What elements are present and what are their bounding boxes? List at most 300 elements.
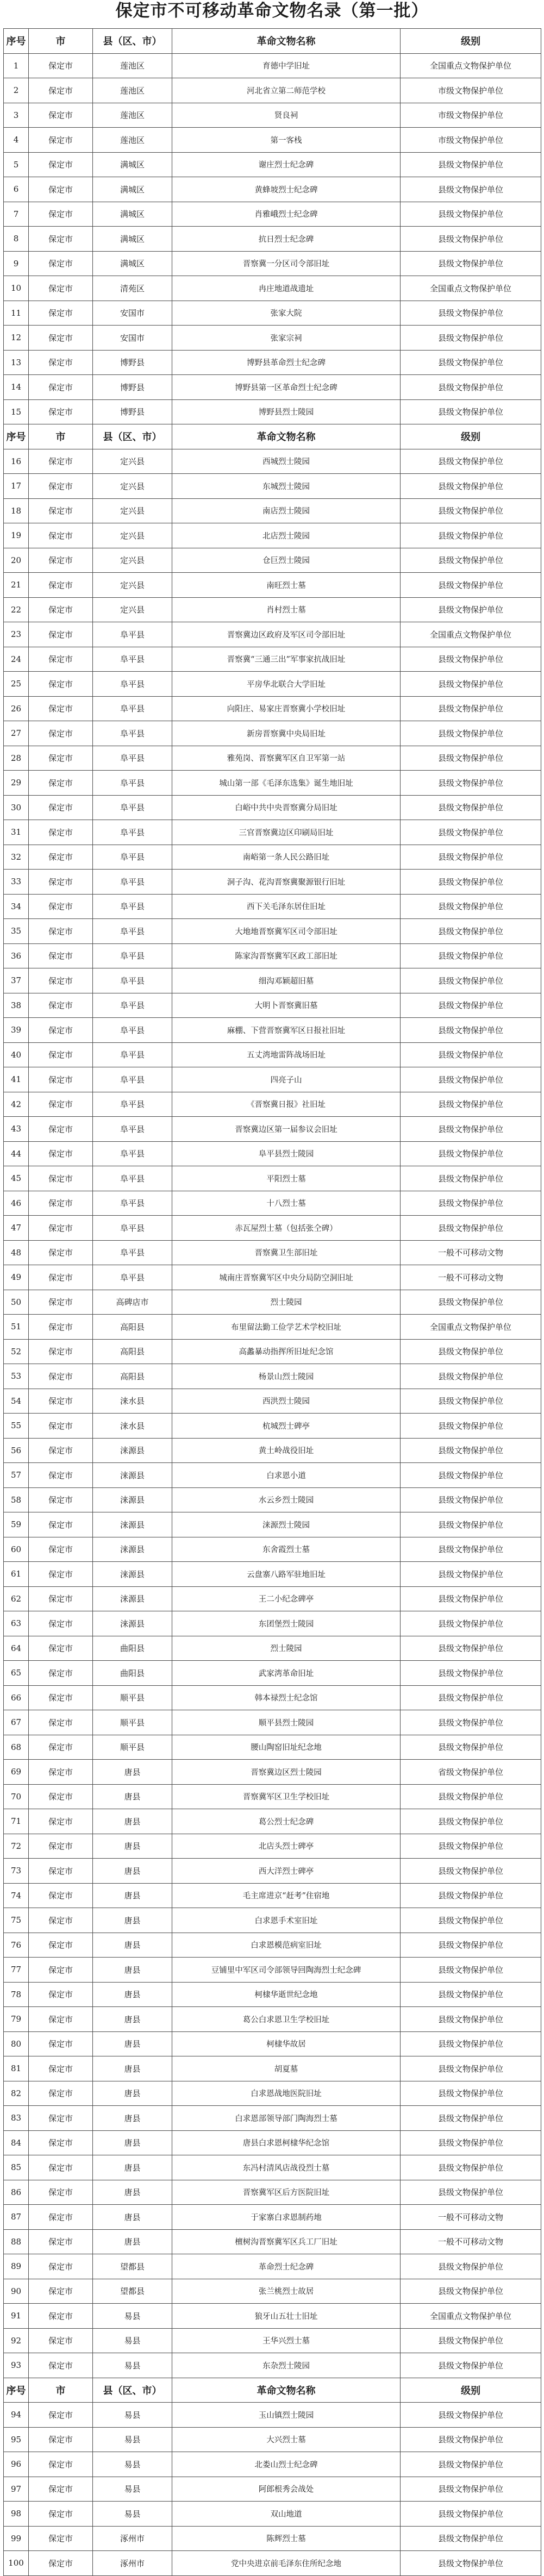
cell-col-level: 县级文物保护单位 — [401, 474, 541, 499]
cell-col-index: 87 — [4, 2205, 29, 2230]
cell-col-level: 全国重点文物保护单位 — [401, 276, 541, 301]
cell-col-level: 县级文物保护单位 — [401, 2452, 541, 2477]
table-row — [4, 2155, 541, 2180]
cell-col-county: 满城区 — [93, 202, 172, 227]
cell-col-city: 保定市 — [29, 622, 93, 647]
cell-col-level: 县级文物保护单位 — [401, 845, 541, 870]
cell-col-city: 保定市 — [29, 523, 93, 548]
cell-col-name: 云盘寨八路军驻地旧址 — [172, 1562, 401, 1587]
cell-col-name: 晋察冀一分区司令部旧址 — [172, 251, 401, 276]
cell-col-name: 仓巨烈士陵园 — [172, 548, 401, 573]
table-row — [4, 2254, 541, 2279]
table-row — [4, 177, 541, 202]
cell-col-index: 67 — [4, 1710, 29, 1735]
cell-col-city: 保定市 — [29, 672, 93, 697]
header-col-city: 市 — [29, 29, 93, 54]
cell-col-county: 阜平县 — [93, 622, 172, 647]
table-row — [4, 573, 541, 598]
cell-col-county: 定兴县 — [93, 523, 172, 548]
cell-col-city: 保定市 — [29, 696, 93, 721]
cell-col-county: 唐县 — [93, 1834, 172, 1859]
table-row — [4, 1265, 541, 1290]
cell-col-county: 易县 — [93, 2427, 172, 2452]
cell-col-index: 43 — [4, 1117, 29, 1142]
cell-col-level: 县级文物保护单位 — [401, 894, 541, 919]
cell-col-name: 烈士陵园 — [172, 1636, 401, 1661]
cell-col-name: 革命烈士纪念碑 — [172, 2254, 401, 2279]
cell-col-city: 保定市 — [29, 2403, 93, 2428]
cell-col-city: 保定市 — [29, 152, 93, 177]
cell-col-city: 保定市 — [29, 128, 93, 153]
table-row — [4, 2081, 541, 2106]
table-row — [4, 2502, 541, 2527]
cell-col-county: 唐县 — [93, 1859, 172, 1884]
cell-col-county: 阜平县 — [93, 1092, 172, 1117]
cell-col-index: 7 — [4, 202, 29, 227]
table-row — [4, 746, 541, 771]
cell-col-index: 57 — [4, 1463, 29, 1488]
cell-col-county: 易县 — [93, 2328, 172, 2353]
cell-col-name: 大兴烈士墓 — [172, 2427, 401, 2452]
cell-col-name: 唐县白求恩柯棣华纪念馆 — [172, 2130, 401, 2155]
cell-col-county: 阜平县 — [93, 696, 172, 721]
cell-col-name: 细沟邓颖超旧墓 — [172, 968, 401, 993]
cell-col-level: 县级文物保护单位 — [401, 1735, 541, 1760]
table-row — [4, 498, 541, 523]
cell-col-county: 阜平县 — [93, 1265, 172, 1290]
cell-col-city: 保定市 — [29, 894, 93, 919]
cell-col-city: 保定市 — [29, 1958, 93, 1983]
table-row — [4, 1389, 541, 1414]
table-row — [4, 1537, 541, 1562]
cell-col-level: 县级文物保护单位 — [401, 968, 541, 993]
cell-col-level: 县级文物保护单位 — [401, 1414, 541, 1439]
table-row — [4, 820, 541, 845]
cell-col-level: 县级文物保护单位 — [401, 597, 541, 622]
cell-col-name: 高蠡暴动指挥所旧址纪念馆 — [172, 1339, 401, 1364]
table-row — [4, 301, 541, 326]
cell-col-level: 县级文物保护单位 — [401, 152, 541, 177]
header-col-city: 市 — [29, 2378, 93, 2403]
table-row — [4, 672, 541, 697]
cell-col-city: 保定市 — [29, 1339, 93, 1364]
table-row — [4, 152, 541, 177]
cell-col-name: 平房华北联合大学旧址 — [172, 672, 401, 697]
cell-col-county: 阜平县 — [93, 1191, 172, 1216]
cell-col-city: 保定市 — [29, 1463, 93, 1488]
cell-col-level: 县级文物保护单位 — [401, 1908, 541, 1933]
cell-col-city: 保定市 — [29, 2526, 93, 2551]
cell-col-index: 77 — [4, 1958, 29, 1983]
cell-col-county: 定兴县 — [93, 548, 172, 573]
cell-col-name: 北店头烈士碑亭 — [172, 1834, 401, 1859]
cell-col-county: 阜平县 — [93, 721, 172, 746]
cell-col-index: 18 — [4, 498, 29, 523]
cell-col-index: 65 — [4, 1661, 29, 1686]
cell-col-county: 满城区 — [93, 177, 172, 202]
cell-col-level: 县级文物保护单位 — [401, 548, 541, 573]
table-row — [4, 1166, 541, 1191]
table-row — [4, 1562, 541, 1587]
cell-col-level: 县级文物保护单位 — [401, 251, 541, 276]
cell-col-index: 59 — [4, 1512, 29, 1537]
cell-col-level: 全国重点文物保护单位 — [401, 1315, 541, 1340]
cell-col-index: 64 — [4, 1636, 29, 1661]
cell-col-index: 8 — [4, 227, 29, 252]
cell-col-county: 易县 — [93, 2304, 172, 2329]
cell-col-name: 平阳烈士墓 — [172, 1166, 401, 1191]
cell-col-city: 保定市 — [29, 2452, 93, 2477]
cell-col-level: 县级文物保护单位 — [401, 672, 541, 697]
cell-col-index: 69 — [4, 1760, 29, 1785]
cell-col-city: 保定市 — [29, 1636, 93, 1661]
table-row — [4, 1611, 541, 1636]
cell-col-level: 市级文物保护单位 — [401, 78, 541, 103]
cell-col-city: 保定市 — [29, 1735, 93, 1760]
table-row — [4, 721, 541, 746]
cell-col-name: 四亮子山 — [172, 1067, 401, 1092]
table-row — [4, 53, 541, 78]
cell-col-city: 保定市 — [29, 227, 93, 252]
cell-col-city: 保定市 — [29, 78, 93, 103]
cell-col-index: 52 — [4, 1339, 29, 1364]
cell-col-level: 县级文物保护单位 — [401, 1290, 541, 1315]
table-row — [4, 1067, 541, 1092]
cell-col-index: 81 — [4, 2056, 29, 2081]
cell-col-name: 北店烈士陵园 — [172, 523, 401, 548]
cell-col-level: 县级文物保护单位 — [401, 1117, 541, 1142]
cell-col-index: 14 — [4, 375, 29, 400]
cell-col-level: 县级文物保护单位 — [401, 2353, 541, 2378]
table-row — [4, 2130, 541, 2155]
cell-col-level: 县级文物保护单位 — [401, 2155, 541, 2180]
cell-col-county: 唐县 — [93, 1982, 172, 2007]
cell-col-city: 保定市 — [29, 1859, 93, 1884]
cell-col-county: 满城区 — [93, 251, 172, 276]
table-row — [4, 1859, 541, 1884]
cell-col-county: 阜平县 — [93, 1067, 172, 1092]
cell-col-level: 全国重点文物保护单位 — [401, 53, 541, 78]
cell-col-name: 白求恩手术室旧址 — [172, 1908, 401, 1933]
cell-col-index: 75 — [4, 1908, 29, 1933]
cell-col-index: 27 — [4, 721, 29, 746]
table-row — [4, 968, 541, 993]
cell-col-county: 阜平县 — [93, 795, 172, 820]
cell-col-index: 2 — [4, 78, 29, 103]
cell-col-name: 布里留法勤工俭学艺术学校旧址 — [172, 1315, 401, 1340]
cell-col-index: 62 — [4, 1586, 29, 1611]
cell-col-city: 保定市 — [29, 1141, 93, 1166]
cell-col-name: 毛主席进京“赶考”住宿地 — [172, 1883, 401, 1908]
table-row — [4, 1092, 541, 1117]
cell-col-city: 保定市 — [29, 647, 93, 672]
cell-col-index: 35 — [4, 919, 29, 944]
cell-col-city: 保定市 — [29, 350, 93, 375]
cell-col-level: 县级文物保护单位 — [401, 1166, 541, 1191]
cell-col-level: 县级文物保护单位 — [401, 301, 541, 326]
cell-col-county: 唐县 — [93, 1933, 172, 1958]
cell-col-index: 72 — [4, 1834, 29, 1859]
table-row — [4, 622, 541, 647]
cell-col-name: 黄土岭战役旧址 — [172, 1438, 401, 1463]
cell-col-county: 涞水县 — [93, 1414, 172, 1439]
cell-col-city: 保定市 — [29, 1982, 93, 2007]
cell-col-level: 县级文物保护单位 — [401, 795, 541, 820]
cell-col-name: 五丈湾地雷阵战场旧址 — [172, 1042, 401, 1067]
cell-col-level: 市级文物保护单位 — [401, 128, 541, 153]
cell-col-city: 保定市 — [29, 548, 93, 573]
table-row — [4, 523, 541, 548]
cell-col-level: 全国重点文物保护单位 — [401, 2304, 541, 2329]
table-row — [4, 227, 541, 252]
cell-col-name: 东舍霞烈士墓 — [172, 1537, 401, 1562]
cell-col-county: 曲阳县 — [93, 1636, 172, 1661]
cell-col-city: 保定市 — [29, 2106, 93, 2131]
cell-col-county: 安国市 — [93, 326, 172, 351]
cell-col-county: 阜平县 — [93, 1166, 172, 1191]
cell-col-index: 47 — [4, 1216, 29, 1241]
cell-col-index: 83 — [4, 2106, 29, 2131]
cell-col-name: 张家大院 — [172, 301, 401, 326]
cell-col-city: 保定市 — [29, 498, 93, 523]
table-row — [4, 919, 541, 944]
cell-col-city: 保定市 — [29, 1537, 93, 1562]
cell-col-index: 80 — [4, 2031, 29, 2056]
cell-col-index: 32 — [4, 845, 29, 870]
page-title: 保定市不可移动革命文物名录（第一批） — [115, 1, 429, 21]
cell-col-city: 保定市 — [29, 2304, 93, 2329]
cell-col-name: 顺平县烈士陵园 — [172, 1710, 401, 1735]
cell-col-county: 阜平县 — [93, 1117, 172, 1142]
cell-col-city: 保定市 — [29, 1389, 93, 1414]
table-row — [4, 1636, 541, 1661]
cell-col-city: 保定市 — [29, 103, 93, 128]
cell-col-index: 38 — [4, 993, 29, 1018]
cell-col-index: 12 — [4, 326, 29, 351]
header-col-name: 革命文物名称 — [172, 29, 401, 54]
cell-col-index: 95 — [4, 2427, 29, 2452]
cell-col-name: 北娄山烈士纪念碑 — [172, 2452, 401, 2477]
cell-col-index: 45 — [4, 1166, 29, 1191]
cell-col-name: 博野县第一区革命烈士纪念碑 — [172, 375, 401, 400]
cell-col-level: 县级文物保护单位 — [401, 1191, 541, 1216]
cell-col-city: 保定市 — [29, 1784, 93, 1809]
cell-col-name: 晋察冀边区第一届参议会旧址 — [172, 1117, 401, 1142]
cell-col-city: 保定市 — [29, 1611, 93, 1636]
cell-col-county: 涞源县 — [93, 1537, 172, 1562]
cell-col-index: 89 — [4, 2254, 29, 2279]
cell-col-county: 唐县 — [93, 1883, 172, 1908]
header-col-level: 级别 — [401, 29, 541, 54]
cell-col-city: 保定市 — [29, 177, 93, 202]
header-col-level: 级别 — [401, 2378, 541, 2403]
cell-col-county: 阜平县 — [93, 943, 172, 968]
cell-col-index: 96 — [4, 2452, 29, 2477]
cell-col-level: 县级文物保护单位 — [401, 2031, 541, 2056]
cell-col-name: 柯棣华逝世纪念地 — [172, 1982, 401, 2007]
cell-col-county: 高阳县 — [93, 1339, 172, 1364]
cell-col-name: 肖雅峨烈士纪念碑 — [172, 202, 401, 227]
cell-col-city: 保定市 — [29, 53, 93, 78]
cell-col-county: 涞源县 — [93, 1487, 172, 1512]
cell-col-city: 保定市 — [29, 1809, 93, 1834]
cell-col-level: 一般不可移动文物 — [401, 1240, 541, 1265]
table-row — [4, 1784, 541, 1809]
cell-col-city: 保定市 — [29, 919, 93, 944]
cell-col-county: 唐县 — [93, 1784, 172, 1809]
cell-col-level: 县级文物保护单位 — [401, 1809, 541, 1834]
cell-col-county: 阜平县 — [93, 894, 172, 919]
cell-col-county: 安国市 — [93, 301, 172, 326]
table-row — [4, 1685, 541, 1710]
cell-col-level: 县级文物保护单位 — [401, 1685, 541, 1710]
cell-col-county: 定兴县 — [93, 474, 172, 499]
cell-col-city: 保定市 — [29, 326, 93, 351]
cell-col-index: 16 — [4, 449, 29, 474]
cell-col-county: 涞源县 — [93, 1438, 172, 1463]
table-row — [4, 1834, 541, 1859]
cell-col-index: 56 — [4, 1438, 29, 1463]
cell-col-county: 易县 — [93, 2502, 172, 2527]
cell-col-name: 双山地道 — [172, 2502, 401, 2527]
cell-col-city: 保定市 — [29, 1092, 93, 1117]
cell-col-county: 阜平县 — [93, 1042, 172, 1067]
cell-col-city: 保定市 — [29, 1216, 93, 1241]
cell-col-county: 阜平县 — [93, 845, 172, 870]
cell-col-county: 阜平县 — [93, 820, 172, 845]
cell-col-index: 39 — [4, 1018, 29, 1043]
table-row — [4, 993, 541, 1018]
cell-col-level: 县级文物保护单位 — [401, 1067, 541, 1092]
cell-col-county: 唐县 — [93, 1809, 172, 1834]
cell-col-name: 檀树沟晋察冀军区兵工厂旧址 — [172, 2229, 401, 2254]
cell-col-level: 县级文物保护单位 — [401, 350, 541, 375]
cell-col-level: 县级文物保护单位 — [401, 573, 541, 598]
cell-col-index: 100 — [4, 2551, 29, 2576]
table-row — [4, 845, 541, 870]
table-row — [4, 1042, 541, 1067]
cell-col-index: 46 — [4, 1191, 29, 1216]
cell-col-name: 张兰桃烈士故居 — [172, 2279, 401, 2304]
cell-col-level: 县级文物保护单位 — [401, 1042, 541, 1067]
cell-col-name: 水云乡烈士陵园 — [172, 1487, 401, 1512]
cell-col-name: 南旺烈士墓 — [172, 573, 401, 598]
cell-col-county: 莲池区 — [93, 53, 172, 78]
cell-col-level: 县级文物保护单位 — [401, 2130, 541, 2155]
cell-col-county: 唐县 — [93, 2180, 172, 2205]
cell-col-index: 61 — [4, 1562, 29, 1587]
cell-col-county: 高阳县 — [93, 1315, 172, 1340]
cell-col-city: 保定市 — [29, 2502, 93, 2527]
cell-col-level: 县级文物保护单位 — [401, 2502, 541, 2527]
cell-col-city: 保定市 — [29, 2007, 93, 2032]
cell-col-index: 60 — [4, 1537, 29, 1562]
cell-col-county: 唐县 — [93, 2205, 172, 2230]
cell-col-level: 县级文物保护单位 — [401, 2279, 541, 2304]
cell-col-index: 49 — [4, 1265, 29, 1290]
cell-col-level: 县级文物保护单位 — [401, 1883, 541, 1908]
cell-col-name: 白求恩战地医院旧址 — [172, 2081, 401, 2106]
cell-col-county: 阜平县 — [93, 968, 172, 993]
cell-col-index: 85 — [4, 2155, 29, 2180]
table-row — [4, 103, 541, 128]
cell-col-county: 唐县 — [93, 2130, 172, 2155]
cell-col-index: 98 — [4, 2502, 29, 2527]
cell-col-level: 县级文物保护单位 — [401, 2328, 541, 2353]
table-row — [4, 1290, 541, 1315]
cell-col-city: 保定市 — [29, 1883, 93, 1908]
table-row — [4, 2180, 541, 2205]
cell-col-level: 县级文物保护单位 — [401, 1710, 541, 1735]
cell-col-city: 保定市 — [29, 820, 93, 845]
cell-col-city: 保定市 — [29, 276, 93, 301]
cell-col-name: 白求恩模范病室旧址 — [172, 1933, 401, 1958]
cell-col-level: 县级文物保护单位 — [401, 2106, 541, 2131]
cell-col-name: 东冯村清风店战役烈士墓 — [172, 2155, 401, 2180]
cell-col-level: 县级文物保护单位 — [401, 227, 541, 252]
cell-col-level: 县级文物保护单位 — [401, 498, 541, 523]
cell-col-county: 博野县 — [93, 399, 172, 424]
header-col-index: 序号 — [4, 424, 29, 449]
cell-col-index: 86 — [4, 2180, 29, 2205]
cell-col-city: 保定市 — [29, 1685, 93, 1710]
cell-col-county: 顺平县 — [93, 1735, 172, 1760]
cell-col-county: 易县 — [93, 2477, 172, 2502]
cell-col-county: 阜平县 — [93, 672, 172, 697]
cell-col-city: 保定市 — [29, 2477, 93, 2502]
table-row — [4, 251, 541, 276]
table-row — [4, 2353, 541, 2378]
cell-col-index: 55 — [4, 1414, 29, 1439]
cell-col-city: 保定市 — [29, 202, 93, 227]
cell-col-city: 保定市 — [29, 1067, 93, 1092]
cell-col-index: 99 — [4, 2526, 29, 2551]
cell-col-index: 11 — [4, 301, 29, 326]
cell-col-name: 新房晋察冀中央局旧址 — [172, 721, 401, 746]
cell-col-index: 70 — [4, 1784, 29, 1809]
cell-col-level: 省级文物保护单位 — [401, 1760, 541, 1785]
cell-col-county: 易县 — [93, 2353, 172, 2378]
cell-col-county: 涞水县 — [93, 1389, 172, 1414]
table-row — [4, 1982, 541, 2007]
table-row — [4, 696, 541, 721]
header-col-index: 序号 — [4, 29, 29, 54]
cell-col-level: 县级文物保护单位 — [401, 1487, 541, 1512]
cell-col-city: 保定市 — [29, 474, 93, 499]
table-row — [4, 1191, 541, 1216]
cell-col-name: 博野县烈士陵园 — [172, 399, 401, 424]
cell-col-city: 保定市 — [29, 2427, 93, 2452]
cell-col-level: 县级文物保护单位 — [401, 1562, 541, 1587]
cell-col-name: 《晋察冀日报》社旧址 — [172, 1092, 401, 1117]
cell-col-index: 90 — [4, 2279, 29, 2304]
cell-col-city: 保定市 — [29, 1760, 93, 1785]
cell-col-name: 南店烈士陵园 — [172, 498, 401, 523]
cell-col-county: 涞源县 — [93, 1586, 172, 1611]
cell-col-name: 西大洋烈士碑亭 — [172, 1859, 401, 1884]
cell-col-name: 杭城烈士碑亭 — [172, 1414, 401, 1439]
table-row — [4, 2229, 541, 2254]
cell-col-city: 保定市 — [29, 2180, 93, 2205]
table-row — [4, 2205, 541, 2230]
cell-col-index: 40 — [4, 1042, 29, 1067]
cell-col-city: 保定市 — [29, 1290, 93, 1315]
table-row — [4, 1487, 541, 1512]
cell-col-name: 韩本禄烈士纪念馆 — [172, 1685, 401, 1710]
cell-col-city: 保定市 — [29, 1265, 93, 1290]
cell-col-county: 望都县 — [93, 2279, 172, 2304]
cell-col-level: 县级文物保护单位 — [401, 647, 541, 672]
